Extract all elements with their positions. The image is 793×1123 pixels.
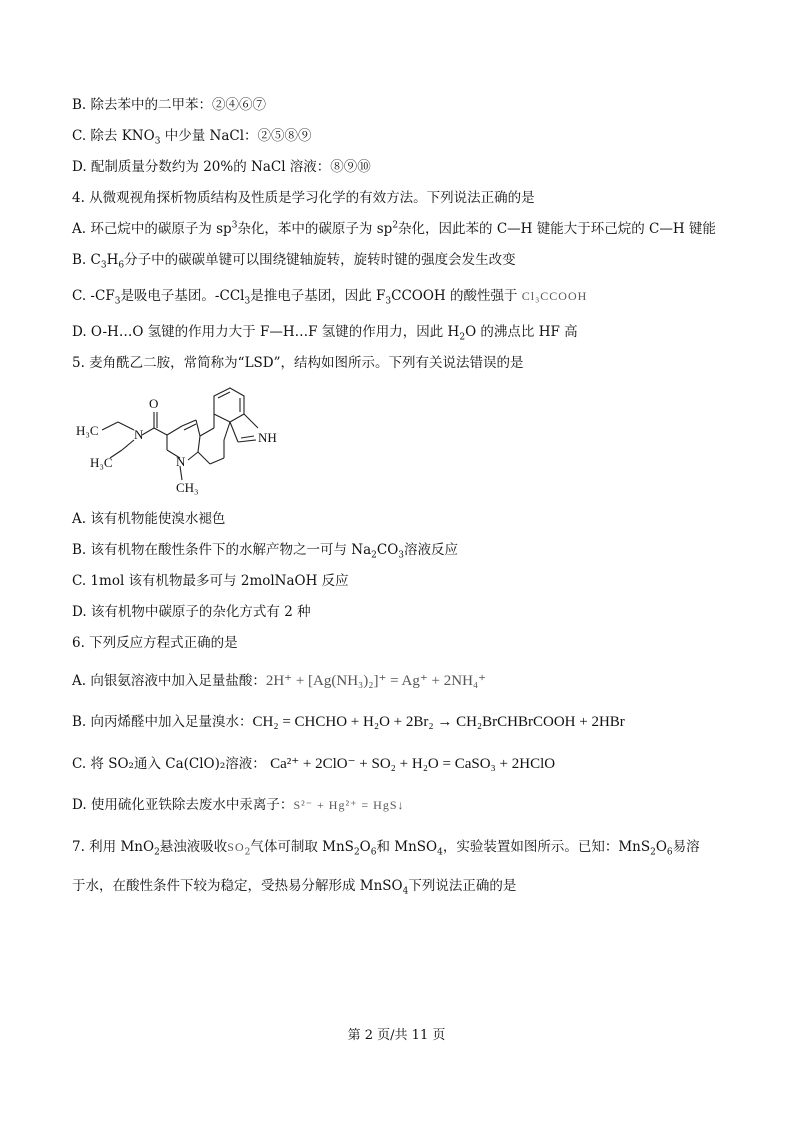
ring-n-label: N (176, 454, 186, 469)
q5-option-b: B. 该有机物在酸性条件下的水解产物之一可与 $Na_2CO_3$溶液反应 (72, 542, 459, 561)
q4-option-c: C. $-CF_3$是吸电子基团。-CCl$_3$是推电子基团，因此 $F_3CCOOH$ 的酸性强于 Cl₃CCOOH (72, 288, 588, 307)
methyl-label-2: H₃C (90, 455, 113, 470)
q6-option-c: C. 将 SO₂通入 Ca(ClO)₂溶液： Ca²⁺ + 2ClO⁻ + SO₂ + H₂O = CaSO₃ + 2HClO (72, 756, 556, 772)
question-7-stem-line2: 于水，在酸性条件下较为稳定，受热易分解形成 MnSO$_4$下列说法正确的是 (72, 878, 517, 897)
page-footer: 第 2 页/共 11 页 (347, 1028, 446, 1043)
question-6-stem: 6. 下列反应方程式正确的是 (72, 635, 238, 651)
methyl-label-1: H₃C (76, 423, 99, 438)
q4-option-a: A. 环己烷中的碳原子为 $sp^3$杂化，苯中的碳原子为 $sp^2$杂化，因此苯的 C—H 键能大于环己烷的 C—H 键能 (72, 220, 716, 237)
q4-option-d: D. O-H…O 氢键的作用力大于 F—H…F 氢键的作用力，因此 $H_2O$ 的沸点比 HF 高 (72, 324, 578, 343)
question-4-stem: 4. 从微观视角探析物质结构及性质是学习化学的有效方法。下列说法正确的是 (72, 190, 535, 206)
lsd-structure-diagram (72, 384, 302, 496)
question-5-stem: 5. 麦角酰乙二胺，常简称为“LSD”，结构如图所示。下列有关说法错误的是 (72, 355, 524, 371)
q3-option-c: C. 除去 $KNO_3$ 中少量 NaCl：②⑤⑧⑨ (72, 128, 312, 147)
q4-option-b: B. $C_3H_6$分子中的碳碳单键可以围绕键轴旋转，旋转时键的强度会发生改变 (72, 252, 516, 271)
q5-option-c: C. 1mol 该有机物最多可与 2molNaOH 反应 (72, 573, 349, 589)
q5-option-a: A. 该有机物能使溴水褪色 (72, 511, 226, 527)
q3-option-b: B. 除去苯中的二甲苯：②④⑥⑦ (72, 97, 267, 113)
q3-option-d: D. 配制质量分数约为 20%的 NaCl 溶液：⑧⑨⑩ (72, 159, 371, 175)
q6-option-b: B. 向丙烯醛中加入足量溴水：CH₂ = CHCHO + H₂O + 2Br₂ → CH₂BrCHBrCOOH + 2HBr (72, 714, 625, 730)
n-methyl-label: CH₃ (176, 480, 199, 495)
amide-n-label: N (134, 427, 144, 442)
q5-option-d: D. 该有机物中碳原子的杂化方式有 2 种 (72, 604, 311, 620)
q6a-equation: 2H⁺ + [Ag(NH₃)₂]⁺ = Ag⁺ + 2NH₄⁺ (265, 673, 487, 689)
q6d-equation: S²⁻ + Hg²⁺ = HgS↓ (293, 798, 405, 812)
q6b-equation: CH₂ = CHCHO + H₂O + 2Br₂ → CH₂BrCHBrCOOH + 2HBr (252, 714, 625, 730)
q6-option-a: A. 向银氨溶液中加入足量盐酸：2H⁺ + [Ag(NH₃)₂]⁺ = Ag⁺ + 2NH₄⁺ (72, 673, 487, 689)
lsd-structure-svg (72, 384, 302, 496)
oxygen-label: O (149, 396, 159, 411)
indole-nh-label: NH (258, 430, 277, 445)
cl3ccooh-formula-image: Cl₃CCOOH (521, 289, 588, 303)
question-7-stem-line1: 7. 利用 MnO$_2$悬浊液吸收$SO_2$气体可制取 $MnS_2O_6$和 MnSO$_4$，实验装置如图所示。已知：$MnS_2O_6$易溶 (72, 839, 700, 858)
q6-option-d: D. 使用硫化亚铁除去废水中汞离子：S²⁻ + Hg²⁺ = HgS↓ (72, 797, 405, 813)
q6c-equation: Ca²⁺ + 2ClO⁻ + SO₂ + H₂O = CaSO₃ + 2HClO (270, 756, 556, 772)
